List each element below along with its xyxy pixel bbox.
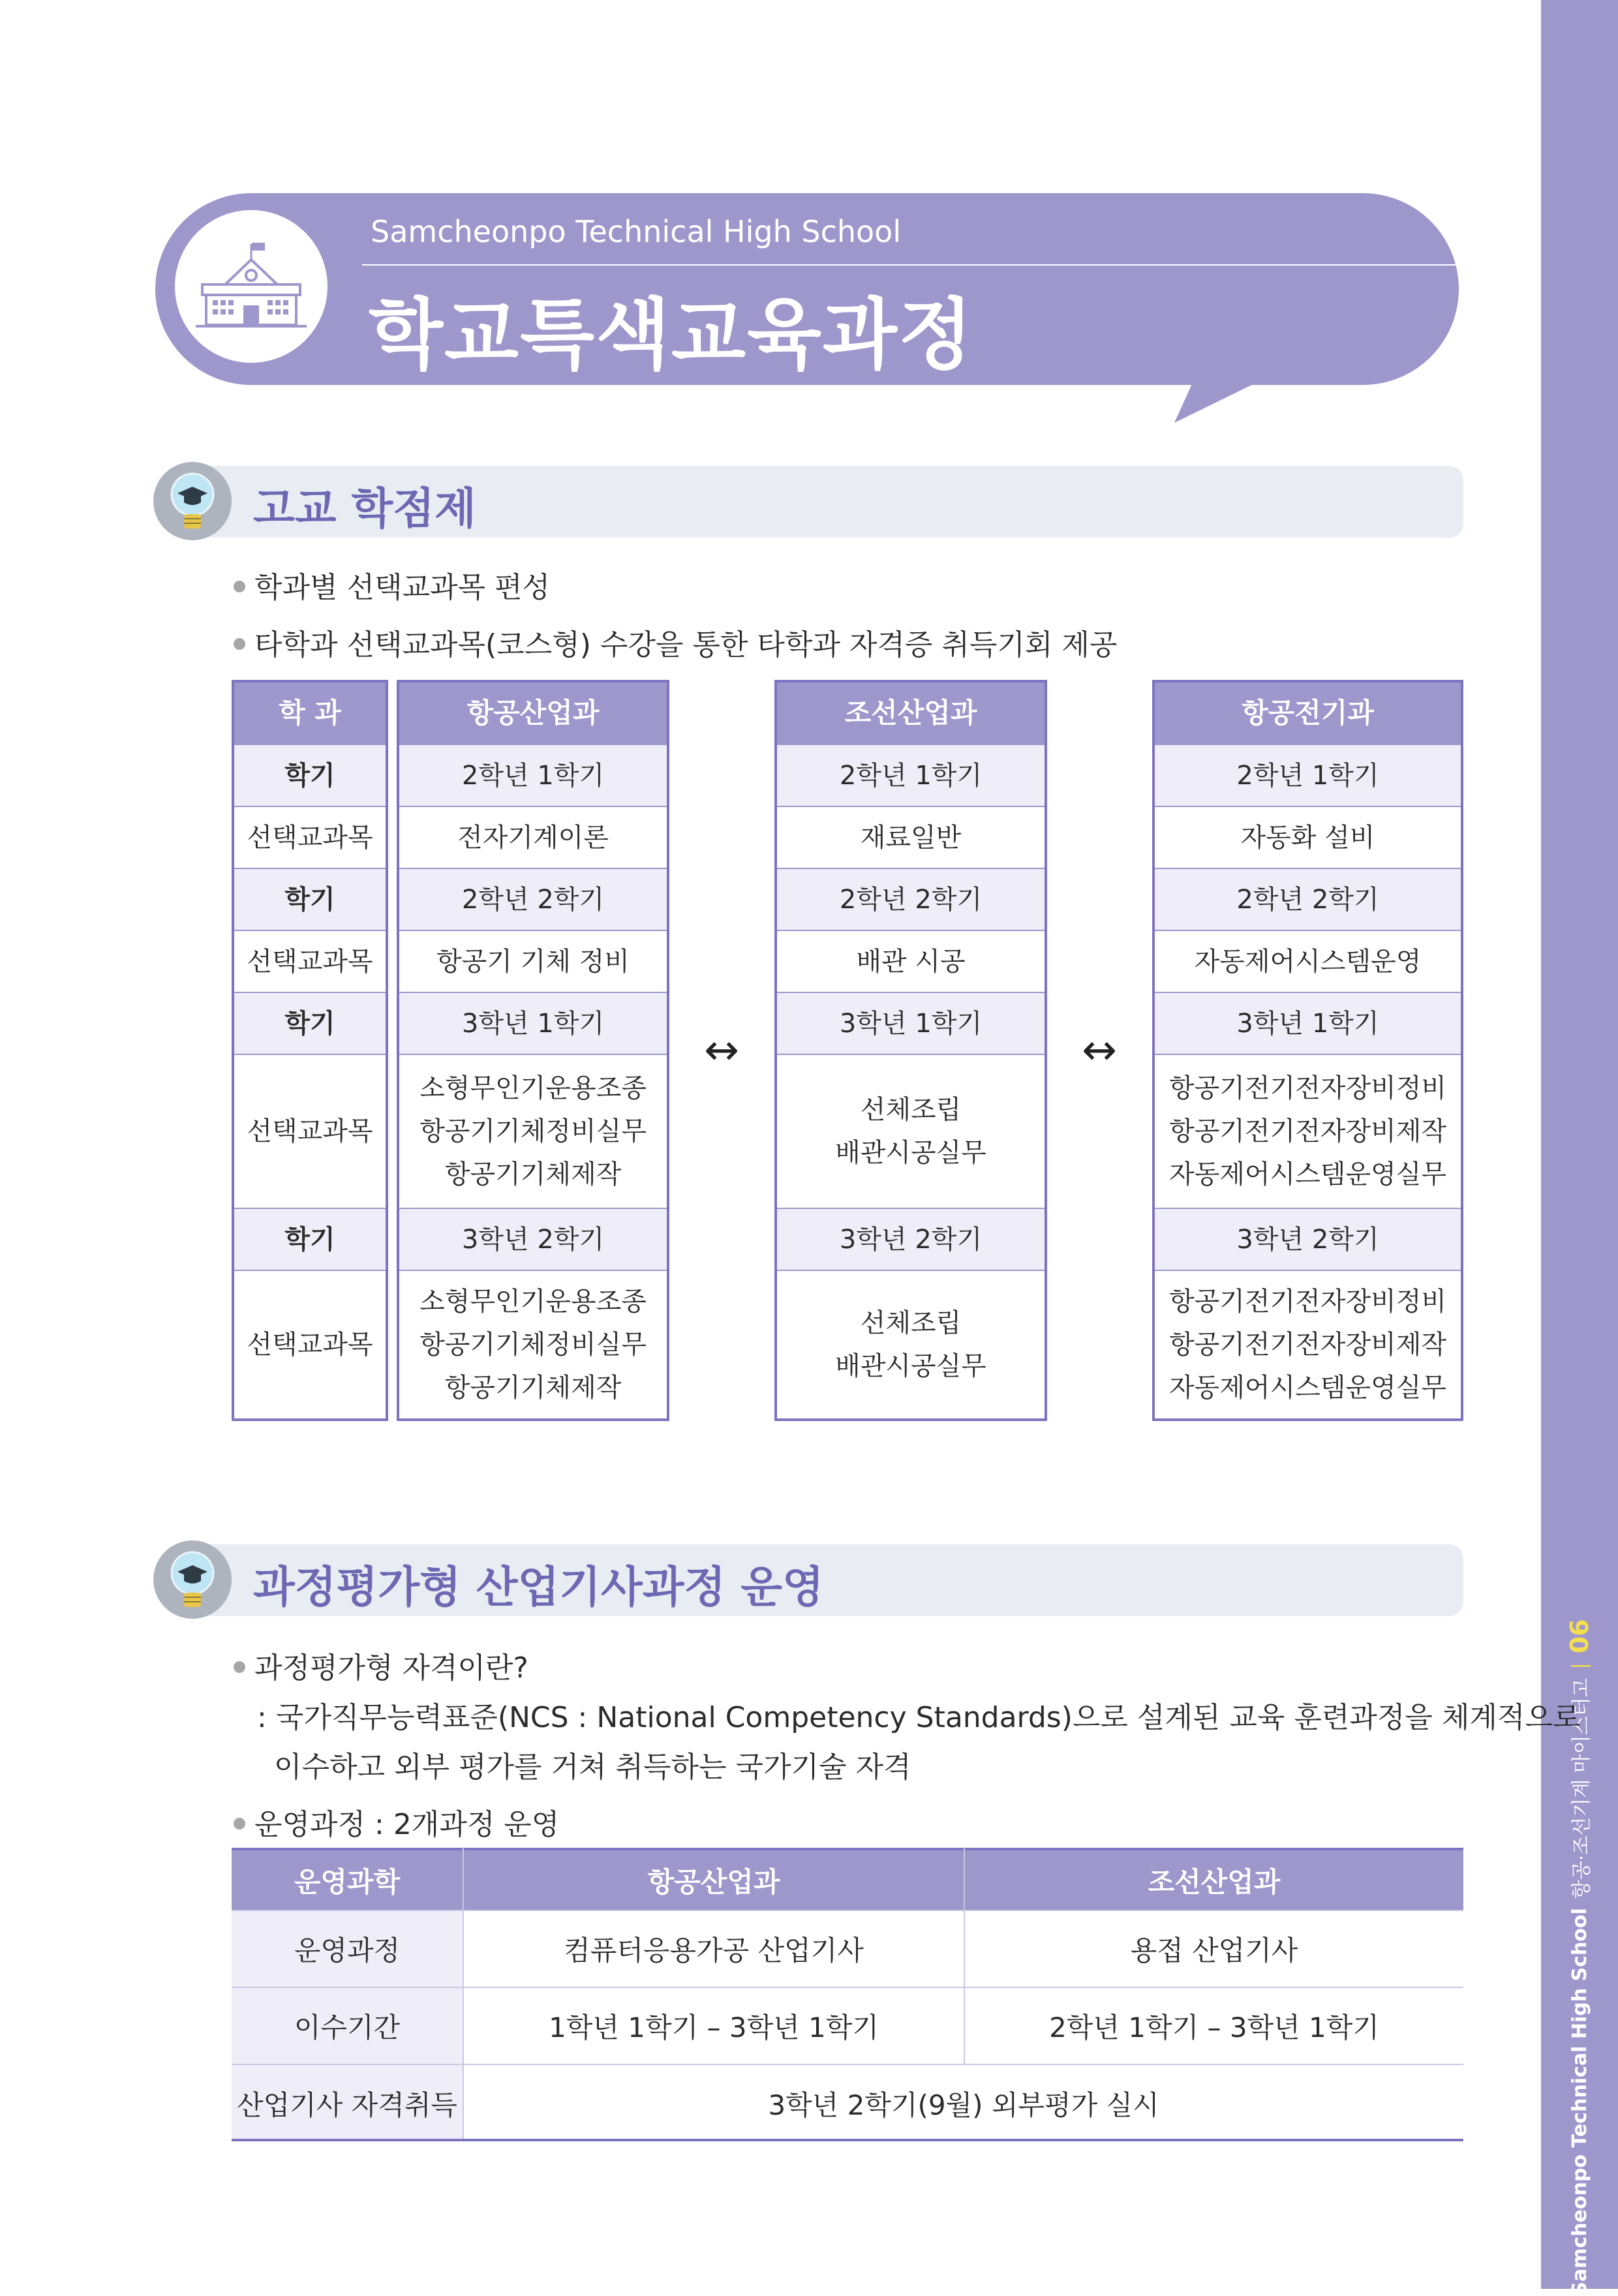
course-line: 항공기 기체 정비 [436,946,630,977]
course-cell [777,992,1045,1054]
bullet-dot-icon [234,581,245,592]
bullet-text: 운영과정 : 2개과정 운영 [254,1808,560,1841]
course-line: 3학년 2학기 [839,1224,983,1255]
section1-title: 고교 학점제 [253,483,476,534]
course-cell [399,744,667,806]
table-divider [463,1848,464,2141]
course-line: 배관시공실무 [835,1138,986,1168]
table-row-label: 이수기간 [232,1987,463,2064]
course-cell [1155,1270,1461,1418]
column-header: 항공산업과 [399,682,667,744]
course-cell [1155,1208,1461,1270]
bullet-text: 타학과 선택교과목(코스형) 수강을 통한 타학과 자격증 취득기회 제공 [254,628,1118,662]
course-line: 항공기전기전자장비정비 [1168,1073,1447,1103]
table-bottom-border [232,2139,1463,2141]
bullet-item [234,621,1117,663]
course-cell [777,868,1045,930]
sidebar-separator: | [1568,1662,1591,1670]
course-line: 3학년 2학기 [461,1224,605,1255]
course-line: 3학년 1학기 [1236,1008,1379,1039]
table-row-label: 산업기사 자격취득 [232,2064,463,2141]
course-cell [777,744,1045,806]
banner-speech-tail [1174,365,1305,424]
description-line: : 국가직무능력표준(NCS : National Competency Standards)으로 설계된 교육 훈련과정을 체계적으로 [257,1701,1581,1734]
course-line: 자동화 설비 [1240,822,1375,853]
program-table [232,1848,1463,2141]
table-cell: 용접 산업기사 [965,1910,1463,1987]
course-cell [1155,744,1461,806]
course-line: 3학년 1학기 [839,1008,983,1039]
course-cell [777,806,1045,868]
sidebar-subtitle: 항공·조선기계 마이스터고 [1570,1678,1593,1899]
course-line: 자동제어시스템운영 [1194,946,1422,977]
course-line: 항공기기체정비실무 [420,1330,647,1360]
course-line: 소형무인기운용조종 [420,1073,647,1103]
course-cell [1155,992,1461,1054]
course-line: 2학년 1학기 [461,760,605,791]
table-cell: 컴퓨터응용가공 산업기사 [464,1910,964,1987]
bullet-text: 과정평가형 자격이란? [254,1651,528,1685]
course-cell [399,868,667,930]
department-column-aviation [397,680,669,1421]
course-line: 항공기전기전자장비제작 [1168,1116,1447,1146]
column-header: 조선산업과 [777,682,1045,744]
bullet-text: 학과별 선택교과목 편성 [254,571,551,604]
label-cell: 선택교과목 [234,1270,386,1418]
bullet-dot-icon [234,1661,245,1673]
table-header-cell: 조선산업과 [965,1848,1463,1910]
table-cell-merged: 3학년 2학기(9월) 외부평가 실시 [464,2064,1463,2141]
course-cell [399,1054,667,1208]
label-cell: 학기 [234,868,386,930]
exchange-arrow-icon: ↔ [704,1026,739,1075]
bullet-item [234,1801,559,1843]
label-cell: 선택교과목 [234,930,386,992]
course-cell [777,1208,1045,1270]
table-cell: 2학년 1학기 – 3학년 1학기 [965,1987,1463,2064]
bullet-dot-icon [234,638,245,650]
page-title: 학교특색교육과정 [369,290,974,380]
course-line: 3학년 1학기 [461,1008,605,1039]
label-cell: 학기 [234,992,386,1054]
bullet-item [234,1644,528,1686]
section2-title: 과정평가형 산업기사과정 운영 [253,1562,824,1612]
table-header-cell: 항공산업과 [464,1848,964,1910]
department-column-aviation-electric [1152,680,1463,1421]
lightbulb-graduation-icon [153,462,232,540]
column-header: 학 과 [234,682,386,744]
bullet-item [234,564,550,605]
course-line: 2학년 1학기 [839,760,983,791]
course-line: 전자기계이론 [457,822,609,853]
course-cell [399,1270,667,1418]
column-header: 항공전기과 [1155,682,1461,744]
course-line: 항공기기체정비실무 [420,1116,647,1146]
course-line: 2학년 2학기 [461,884,605,915]
course-cell [777,1054,1045,1208]
course-line: 2학년 2학기 [839,884,983,915]
table-header-cell: 운영과학 [232,1848,463,1910]
course-line: 배관시공실무 [835,1351,986,1381]
course-line: 항공기기체제작 [444,1373,622,1403]
label-cell: 학기 [234,744,386,806]
course-cell [399,806,667,868]
course-line: 선체조립 [860,1308,962,1338]
course-line: 재료일반 [860,822,962,853]
label-cell: 학기 [234,1208,386,1270]
school-building-icon [175,210,328,363]
course-line: 자동제어시스템운영실무 [1168,1159,1447,1189]
lightbulb-graduation-icon [153,1540,232,1619]
course-cell [399,930,667,992]
course-line: 자동제어시스템운영실무 [1168,1373,1447,1403]
sidebar-school-name: Samcheonpo Technical High School [1568,1908,1591,2296]
course-line: 선체조립 [860,1095,962,1125]
course-line: 3학년 2학기 [1236,1224,1379,1255]
course-line: 2학년 2학기 [1236,884,1379,915]
course-cell [1155,806,1461,868]
bullet-dot-icon [234,1818,245,1829]
course-cell [399,992,667,1054]
course-cell [777,930,1045,992]
department-column-shipbuilding [774,680,1047,1421]
label-column [232,680,388,1421]
course-cell [1155,930,1461,992]
course-line: 2학년 1학기 [1236,760,1379,791]
course-line: 항공기기체제작 [444,1159,622,1189]
course-cell [1155,1054,1461,1208]
banner-divider [362,264,1461,266]
course-line: 항공기전기전자장비정비 [1168,1287,1447,1317]
description-line: 이수하고 외부 평가를 거쳐 취득하는 국가기술 자격 [274,1751,911,1784]
table-row-label: 운영과정 [232,1910,463,1987]
table-divider [964,1848,965,2064]
course-cell [1155,868,1461,930]
course-line: 항공기전기전자장비제작 [1168,1330,1447,1360]
label-cell: 선택교과목 [234,806,386,868]
course-line: 배관 시공 [856,946,966,977]
course-cell [777,1270,1045,1418]
banner-subtitle: Samcheonpo Technical High School [371,214,902,249]
page-number: 06 [1565,1619,1594,1654]
table-cell: 1학년 1학기 – 3학년 1학기 [464,1987,964,2064]
exchange-arrow-icon: ↔ [1082,1026,1117,1075]
course-cell [399,1208,667,1270]
course-line: 소형무인기운용조종 [420,1287,647,1317]
label-cell: 선택교과목 [234,1054,386,1208]
